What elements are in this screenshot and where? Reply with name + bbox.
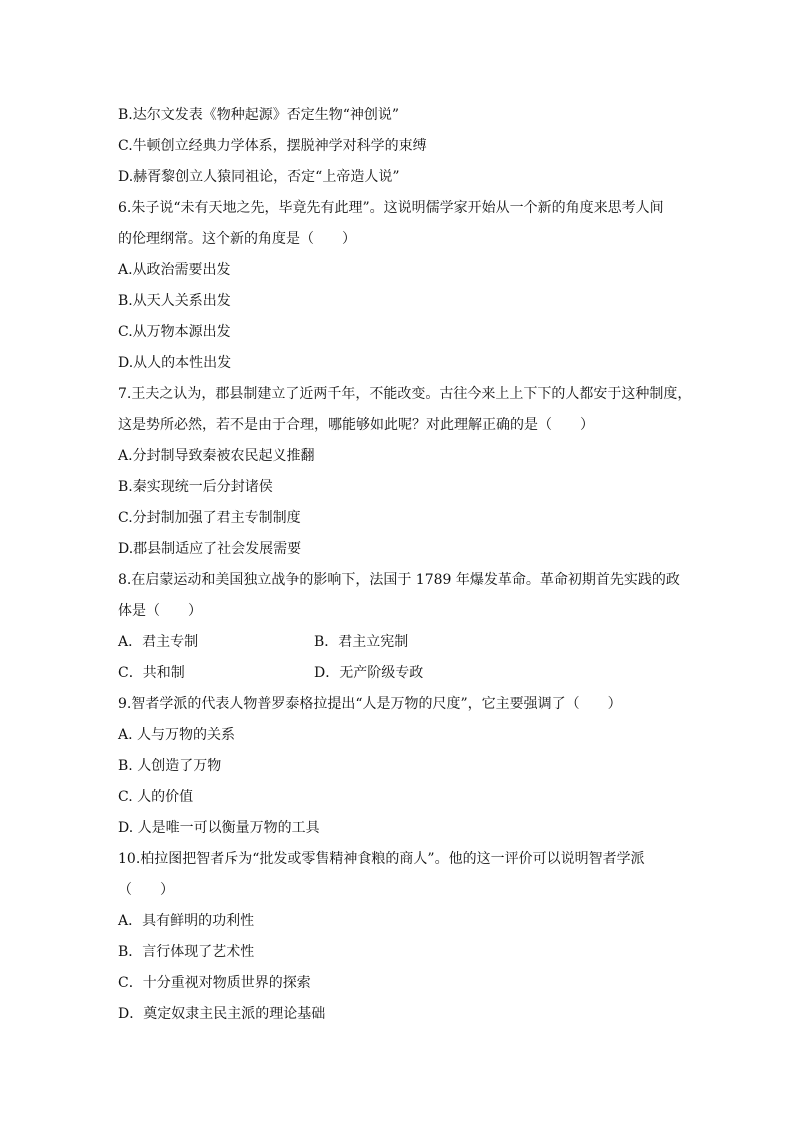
q9-option-d: D. 人是唯一可以衡量万物的工具 [118,820,320,836]
q6-option-a: A.从政治需要出发 [118,262,231,278]
q5-option-b: B.达尔文发表《物种起源》否定生物“神创说” [118,107,400,123]
q8-option-a: A．君主专制 [118,634,199,650]
q8-option-b: B．君主立宪制 [314,634,409,650]
q6-stem-line1: 6.朱子说“未有天地之先，毕竟先有此理”。这说明儒学家开始从一个新的角度来思考人间 [118,200,664,216]
q5-option-d: D.赫胥黎创立人猿同祖论，否定“上帝造人说” [118,169,400,185]
q10-option-c: C．十分重视对物质世界的探索 [118,975,311,991]
q10-option-b: B．言行体现了艺术性 [118,944,255,960]
q6-option-b: B.从天人关系出发 [118,293,231,309]
question-list [118,100,692,1030]
q10-stem-line2: （ ） [118,882,174,898]
q8-stem-line2: 体是（ ） [118,603,202,619]
q7-option-b: B.秦实现统一后分封诸侯 [118,479,273,495]
q10-option-d: D．奠定奴隶主民主派的理论基础 [118,1006,326,1022]
q9-option-c: C. 人的价值 [118,789,194,805]
q9-option-a: A. 人与万物的关系 [118,727,236,743]
q9-stem: 9.智者学派的代表人物普罗泰格拉提出“人是万物的尺度”，它主要强调了（ ） [118,696,622,712]
q7-option-d: D.郡县制适应了社会发展需要 [118,541,302,557]
q7-option-c: C.分封制加强了君主专制制度 [118,510,301,526]
q7-stem-line2: 这是势所必然，若不是由于合理，哪能够如此呢？对此理解正确的是（ ） [118,417,594,433]
q9-option-b: B. 人创造了万物 [118,758,222,774]
q8-options-row1 [118,627,678,658]
q7-stem-line1: 7.王夫之认为，郡县制建立了近两千年，不能改变。古往今来上上下下的人都安于这种制度， [118,386,692,402]
q6-option-c: C.从万物本源出发 [118,324,231,340]
q10-stem-line1: 10.柏拉图把智者斥为“批发或零售精神食粮的商人”。他的这一评价可以说明智者学派 [118,851,645,867]
q6-option-d: D.从人的本性出发 [118,355,232,371]
q10-option-a: A．具有鲜明的功利性 [118,913,255,929]
q8-option-d: D．无产阶级专政 [314,665,424,681]
q6-stem-line2: 的伦理纲常。这个新的角度是（ ） [118,231,356,247]
q8-option-c: C．共和制 [118,665,185,681]
q8-stem-line1: 8.在启蒙运动和美国独立战争的影响下，法国于 1789 年爆发革命。革命初期首先实践的政 [118,572,680,588]
q7-option-a: A.分封制导致秦被农民起义推翻 [118,448,315,464]
q8-options-row2 [118,658,678,689]
q5-option-c: C.牛顿创立经典力学体系，摆脱神学对科学的束缚 [118,138,427,154]
